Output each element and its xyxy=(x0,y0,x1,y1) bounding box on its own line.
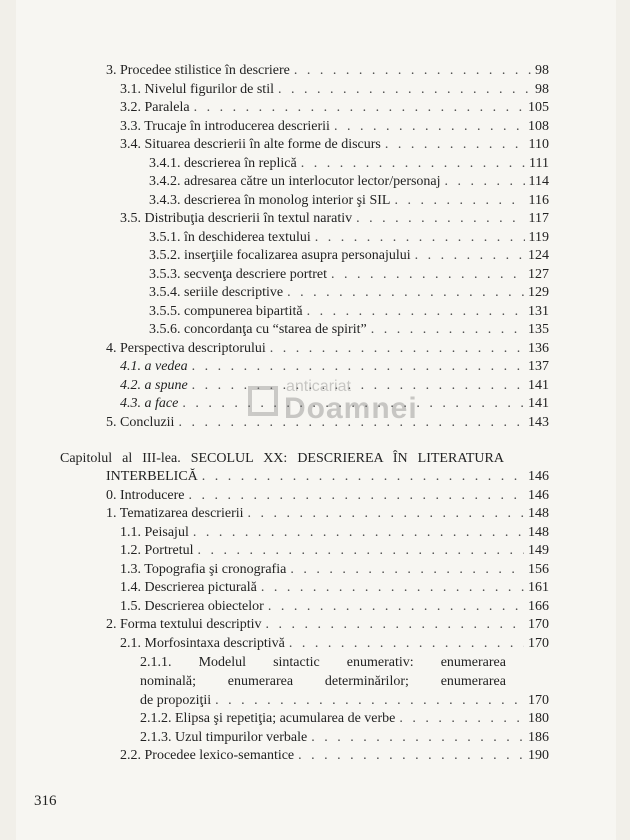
watermark-logo xyxy=(248,378,478,448)
toc-entry-title: 3.5.1. în deschiderea textului xyxy=(149,230,311,245)
toc-entry-title: 3.4.1. descrierea în replică xyxy=(149,156,297,171)
toc-entry-page: 137 xyxy=(528,359,549,374)
toc-entry xyxy=(120,81,549,99)
toc-entry xyxy=(149,173,549,191)
toc-entry-title: 3.5.3. secvenţa descriere portret xyxy=(149,267,328,282)
toc-entry xyxy=(140,710,549,728)
toc-entry xyxy=(106,468,549,486)
watermark-small-text: anticariat xyxy=(286,378,351,395)
toc-entry xyxy=(120,747,549,765)
toc-entry xyxy=(149,247,549,265)
toc-entry-page: 148 xyxy=(528,525,549,540)
toc-entry-title: 3.5.6. concordanţa cu “starea de spirit” xyxy=(149,322,367,337)
toc-entry xyxy=(140,729,549,747)
toc-entry xyxy=(120,635,549,653)
toc-entry-title: 1. Tematizarea descrierii xyxy=(106,506,244,521)
toc-entry-page: 98 xyxy=(535,63,549,78)
toc-entry-page: 166 xyxy=(528,599,549,614)
toc-entry xyxy=(149,284,549,302)
toc-entry-title: 2. Forma textului descriptiv xyxy=(106,617,262,632)
toc-entry-title: 2.2. Procedee lexico-semantice xyxy=(120,748,295,763)
toc-entry-page: 146 xyxy=(528,488,549,503)
chapter-title: Capitolul al III-lea. SECOLUL XX: DESCRIEREA ÎN LITERATURA xyxy=(60,451,504,466)
toc-entry-title: 3.3. Trucaje în introducerea descrierii xyxy=(120,119,330,134)
toc-entry xyxy=(106,616,549,634)
toc-entry-page: 131 xyxy=(528,304,549,319)
toc-entry-page: 146 xyxy=(528,469,549,484)
toc-entry xyxy=(140,692,549,710)
toc-entry xyxy=(149,155,549,173)
toc-entry-page: 156 xyxy=(528,562,549,577)
toc-entry-page: 129 xyxy=(528,285,549,300)
toc-entry-title: 1.1. Peisajul xyxy=(120,525,189,540)
toc-entry-title: 3.5.5. compunerea bipartită xyxy=(149,304,303,319)
toc-entry-page: 110 xyxy=(528,137,549,152)
toc-entry-page: 111 xyxy=(529,156,549,171)
toc-entry-title: 3.4. Situarea descrierii în alte forme de discurs xyxy=(120,137,381,152)
toc-entry-title: 3.5.2. inserţiile focalizarea asupra personajului xyxy=(149,248,411,263)
toc-entry-title: nominală; enumerarea determinărilor; enumerarea xyxy=(140,674,506,689)
toc-entry-page: 170 xyxy=(528,617,549,632)
toc-entry xyxy=(120,118,549,136)
toc-entry xyxy=(106,340,549,358)
page-number: 316 xyxy=(34,793,57,809)
toc-entry-page: 143 xyxy=(528,415,549,430)
toc-entry-page: 117 xyxy=(528,211,549,226)
toc-entry-page: 116 xyxy=(528,193,549,208)
toc-entry xyxy=(149,192,549,210)
toc-entry-title: 2.1.1. Modelul sintactic enumerativ: enumerarea xyxy=(140,655,506,670)
toc-entry-title: INTERBELICĂ xyxy=(106,469,198,484)
toc-entry-title: 3.1. Nivelul figurilor de stil xyxy=(120,82,274,97)
toc-entry xyxy=(149,303,549,321)
toc-entry-title: 1.3. Topografia şi cronografia xyxy=(120,562,287,577)
toc-entry-page: 127 xyxy=(528,267,549,282)
toc-entry-page: 105 xyxy=(528,100,549,115)
toc-entry-page: 170 xyxy=(528,636,549,651)
toc-entry-page: 149 xyxy=(528,543,549,558)
toc-entry-page: 186 xyxy=(528,730,549,745)
toc-entry-page: 170 xyxy=(528,693,549,708)
toc-entry-title: 1.2. Portretul xyxy=(120,543,194,558)
toc-entry xyxy=(106,505,549,523)
watermark-big-text: Doamnei xyxy=(284,392,418,425)
toc-entry-title: 5. Concluzii xyxy=(106,415,175,430)
toc-entry-page: 114 xyxy=(528,174,549,189)
book-page xyxy=(16,0,616,840)
toc-entry xyxy=(120,99,549,117)
toc-entry xyxy=(149,266,549,284)
toc-entry-title: 4.3. a face xyxy=(120,396,179,411)
toc-entry xyxy=(120,579,549,597)
toc-entry-title: 1.5. Descrierea obiectelor xyxy=(120,599,264,614)
toc-entry-page: 148 xyxy=(528,506,549,521)
toc-entry-title: 3.4.2. adresarea către un interlocutor lector/personaj xyxy=(149,174,441,189)
toc-entry-title: 4.1. a vedea xyxy=(120,359,188,374)
toc-entry-title: de propoziţii xyxy=(140,693,212,708)
toc-entry-title: 3.5.4. seriile descriptive xyxy=(149,285,284,300)
toc-entry-title: 0. Introducere xyxy=(106,488,185,503)
toc-entry-title: 4.2. a spune xyxy=(120,378,188,393)
toc-entry-page: 136 xyxy=(528,341,549,356)
toc-entry-title: 4. Perspectiva descriptorului xyxy=(106,341,266,356)
toc-entry-page: 190 xyxy=(528,748,549,763)
toc-entry-page: 141 xyxy=(528,378,549,393)
toc-entry-title: 2.1.2. Elipsa şi repetiţia; acumularea de verbe xyxy=(140,711,396,726)
toc-entry-title: 3.2. Paralela xyxy=(120,100,190,115)
toc-entry-title: 3.5. Distribuţia descrierii în textul narativ xyxy=(120,211,353,226)
toc-entry-page: 161 xyxy=(528,580,549,595)
toc-entry xyxy=(120,598,549,616)
toc-entry xyxy=(120,210,549,228)
toc-entry xyxy=(106,62,549,80)
toc-entry-page: 108 xyxy=(528,119,549,134)
toc-entry xyxy=(120,542,549,560)
toc-entry-page: 119 xyxy=(528,230,549,245)
toc-entry-page: 180 xyxy=(528,711,549,726)
toc-entry xyxy=(120,136,549,154)
toc-entry xyxy=(120,561,549,579)
toc-entry-title: 2.1. Morfosintaxa descriptivă xyxy=(120,636,285,651)
watermark-box-icon xyxy=(248,386,278,416)
toc-entry xyxy=(149,229,549,247)
toc-entry xyxy=(120,524,549,542)
toc-entry-page: 124 xyxy=(528,248,549,263)
toc-entry-title: 3. Procedee stilistice în descriere xyxy=(106,63,290,78)
toc-entry-page: 98 xyxy=(535,82,549,97)
toc-entry-page: 141 xyxy=(528,396,549,411)
toc-entry-page: 135 xyxy=(528,322,549,337)
toc-entry xyxy=(106,487,549,505)
toc-entry xyxy=(120,358,549,376)
toc-entry-title: 3.4.3. descrierea în monolog interior şi SIL xyxy=(149,193,391,208)
toc-entry-title: 2.1.3. Uzul timpurilor verbale xyxy=(140,730,308,745)
toc-entry xyxy=(149,321,549,339)
toc-entry-title: 1.4. Descrierea picturală xyxy=(120,580,257,595)
